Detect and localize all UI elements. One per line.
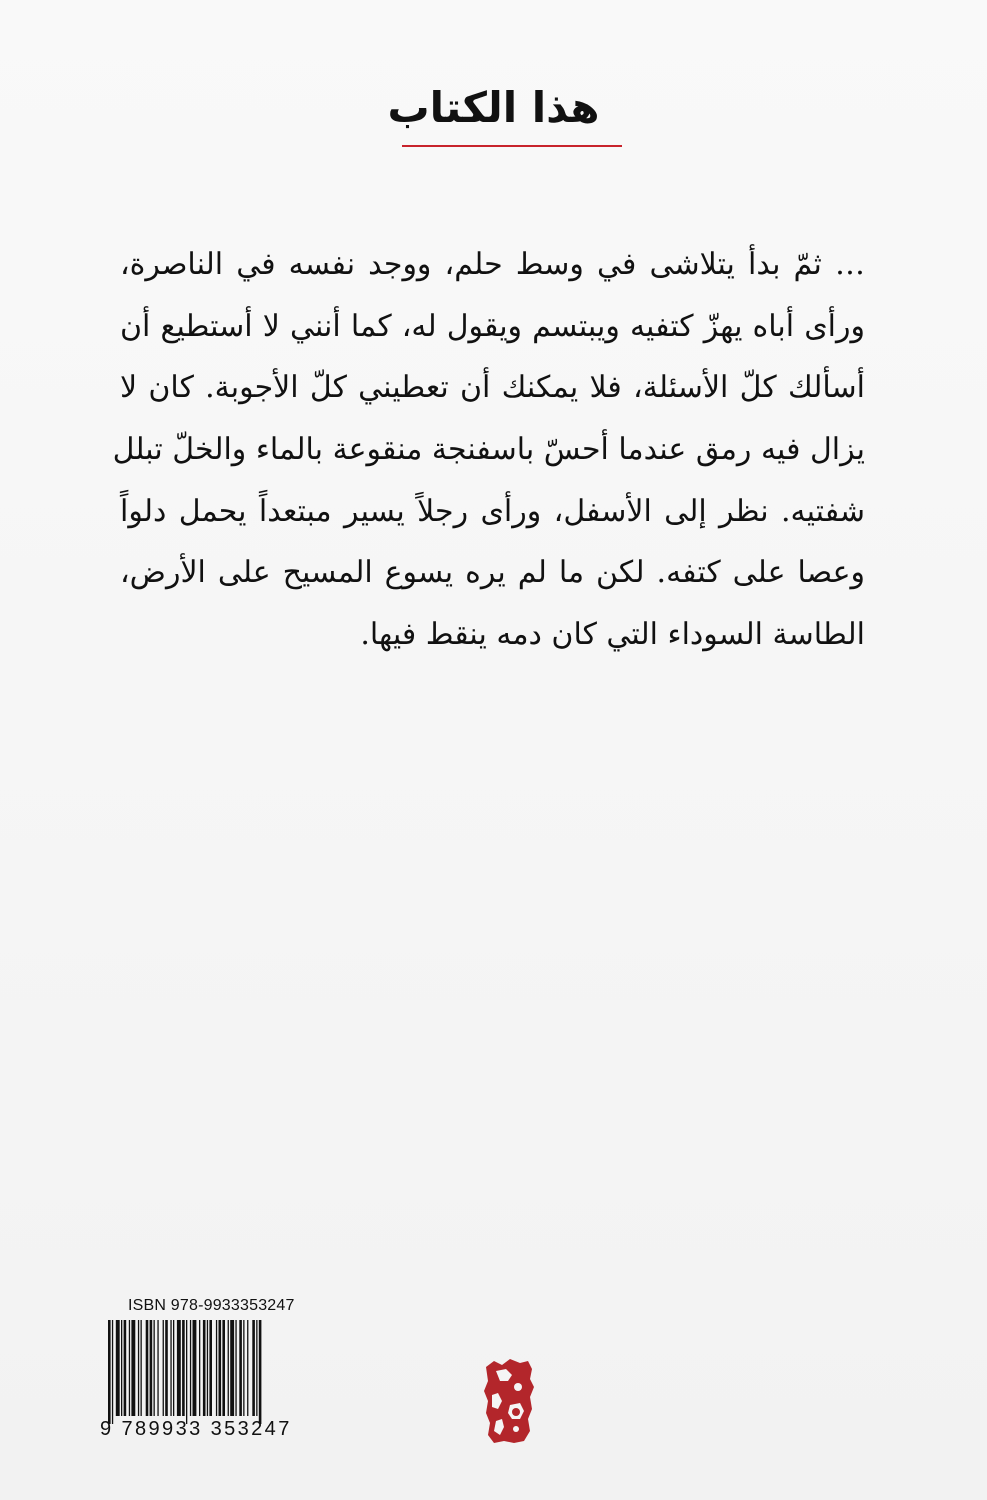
blurb-line: الطاسة السوداء التي كان دمه ينقط فيها.	[360, 617, 865, 653]
barcode-bar	[116, 1320, 120, 1416]
barcode-bar	[150, 1320, 153, 1416]
barcode-bar	[141, 1320, 142, 1416]
barcode-bar	[203, 1320, 206, 1416]
blurb-line: وعصا على كتفه. لكن ما لم يره يسوع المسيح على الأرض،	[120, 555, 865, 591]
barcode-bar	[222, 1320, 225, 1416]
barcode-bar	[165, 1320, 168, 1416]
blurb-line: يزال فيه رمق عندما أحسّ باسفنجة منقوعة بالماء والخلّ تبلل	[112, 432, 865, 468]
barcode-digits: 9 789933 353247	[100, 1418, 292, 1440]
barcode-bar	[252, 1320, 255, 1416]
barcode-bar	[146, 1320, 149, 1416]
barcode-bar	[247, 1320, 248, 1416]
barcode-bar	[154, 1320, 155, 1416]
blurb-text	[112, 234, 865, 666]
barcode-bar	[186, 1320, 187, 1424]
blurb-line: أسألك كلّ الأسئلة، فلا يمكنك أن تعطيني كلّ الأجوبة. كان لا	[120, 370, 865, 406]
barcode-bar	[124, 1320, 127, 1416]
isbn-label: ISBN 978-9933353247	[128, 1297, 295, 1314]
barcode-bar	[129, 1320, 130, 1416]
barcode-bar	[239, 1320, 242, 1416]
blurb-line: شفتيه. نظر إلى الأسفل، ورأى رجلاً يسير مبتعداً يحمل دلواً	[120, 493, 865, 529]
barcode-bar	[138, 1320, 139, 1416]
title-underline	[402, 145, 622, 147]
barcode-bar	[209, 1320, 212, 1416]
barcode-bar	[173, 1320, 174, 1416]
barcode-bar	[199, 1320, 200, 1416]
barcode-bar	[121, 1320, 122, 1416]
publisher-logo-icon	[480, 1357, 536, 1445]
blurb-line: … ثمّ بدأ يتلاشى في وسط حلم، ووجد نفسه في الناصرة،	[120, 247, 865, 282]
barcode-bar	[259, 1320, 262, 1424]
barcode-bar	[207, 1320, 208, 1416]
barcode-bar	[182, 1320, 185, 1416]
isbn-barcode	[100, 1297, 296, 1447]
barcode-bar	[230, 1320, 234, 1416]
barcode-bar	[193, 1320, 197, 1416]
barcode-bar	[219, 1320, 222, 1416]
barcode-bar	[243, 1320, 244, 1416]
blurb-line: ورأى أباه يهزّ كتفيه ويبتسم ويقول له، كما أنني لا أستطيع أن	[120, 308, 865, 344]
cover-title: هذا الكتاب	[387, 83, 600, 132]
barcode-bar	[256, 1320, 257, 1416]
barcode-bar	[170, 1320, 171, 1416]
barcode-bar	[108, 1320, 111, 1424]
barcode-bar	[216, 1320, 217, 1416]
barcode-bar	[112, 1320, 113, 1424]
barcode-bar	[190, 1320, 191, 1416]
barcode-bar	[177, 1320, 181, 1416]
barcode-bar	[235, 1320, 236, 1416]
barcode-bar	[157, 1320, 158, 1416]
barcode-bar	[131, 1320, 135, 1416]
barcode-bar	[228, 1320, 229, 1416]
barcode-bar	[163, 1320, 164, 1416]
